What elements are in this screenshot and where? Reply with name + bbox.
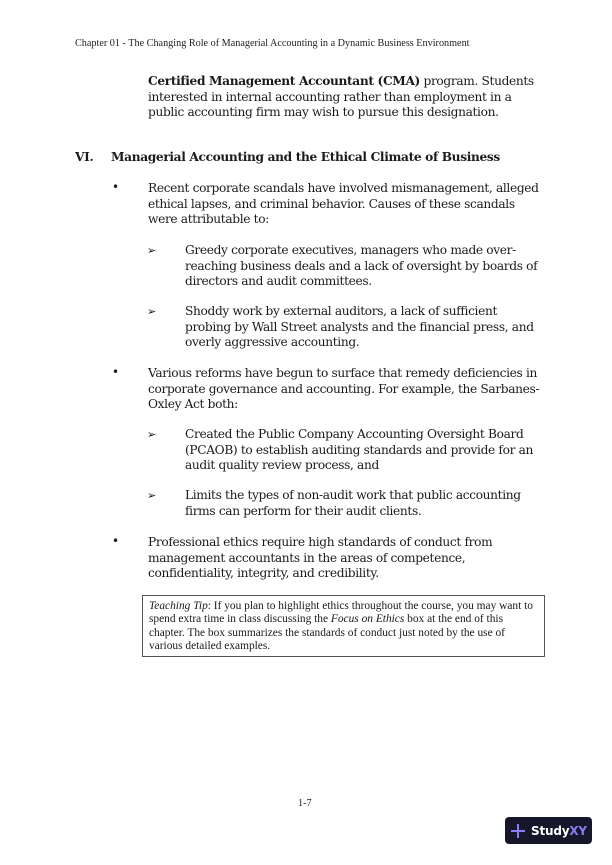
arrow-bullet-icon: ➢ (147, 305, 157, 318)
brand-accent: XY (569, 823, 587, 838)
cma-term: Certified Management Accountant (CMA) (148, 74, 420, 88)
intro-paragraph (148, 74, 538, 121)
teaching-tip-text-1: : If you plan to highlight ethics throughout the course, you may want to spend extra time in class discussing the (149, 600, 533, 626)
teaching-tip-text-2: box at the end of this chapter. The box summarizes the standards of conduct just noted by the use of various detailed examples. (149, 613, 505, 652)
page-number: 1-7 (298, 798, 312, 809)
bullet-icon: • (112, 365, 120, 379)
sub-bullet-text: Greedy corporate executives, managers who made over-reaching business deals and a lack of oversight by boards of directors and audit committees. (185, 243, 538, 288)
teaching-tip-box (142, 595, 545, 657)
bullet-text: Recent corporate scandals have involved mismanagement, alleged ethical lapses, and criminal behavior. Causes of these scandals were attributable to: (148, 181, 539, 226)
arrow-bullet-icon: ➢ (147, 244, 157, 257)
section-title: Managerial Accounting and the Ethical Climate of Business (111, 150, 500, 164)
teaching-tip-label: Teaching Tip (149, 600, 208, 612)
focus-on-ethics-emphasis: Focus on Ethics (330, 613, 405, 626)
arrow-bullet-icon: ➢ (147, 428, 157, 441)
running-header: Chapter 01 - The Changing Role of Managerial Accounting in a Dynamic Business Environment (75, 38, 470, 49)
sub-bullet-text: Limits the types of non-audit work that public accounting firms can perform for their audit clients. (185, 488, 521, 518)
bullet-text: Professional ethics require high standards of conduct from management accountants in the areas of competence, confidentiality, integrity, and credibility. (148, 535, 493, 580)
studyxy-badge[interactable] (505, 817, 592, 844)
plus-icon (511, 824, 525, 838)
bullet-icon: • (112, 534, 120, 548)
bullet-text: Various reforms have begun to surface that remedy deficiencies in corporate governance and accounting. For example, the Sarbanes-Oxley Act both: (148, 366, 540, 411)
arrow-bullet-icon: ➢ (147, 489, 157, 502)
sub-bullet-text: Created the Public Company Accounting Oversight Board (PCAOB) to establish auditing standards and provide for an audit quality review process, and (185, 427, 533, 472)
section-number: VI. (75, 150, 94, 164)
brand-name (531, 824, 587, 838)
sub-bullet-text: Shoddy work by external auditors, a lack of sufficient probing by Wall Street analysts and the financial press, and overly aggressive accounting. (185, 304, 534, 349)
bullet-icon: • (112, 180, 120, 194)
brand-main: Study (531, 823, 570, 838)
intro-text: program. Students interested in internal accounting rather than employment in a public accounting firm may wish to pursue this designation. (148, 74, 534, 119)
